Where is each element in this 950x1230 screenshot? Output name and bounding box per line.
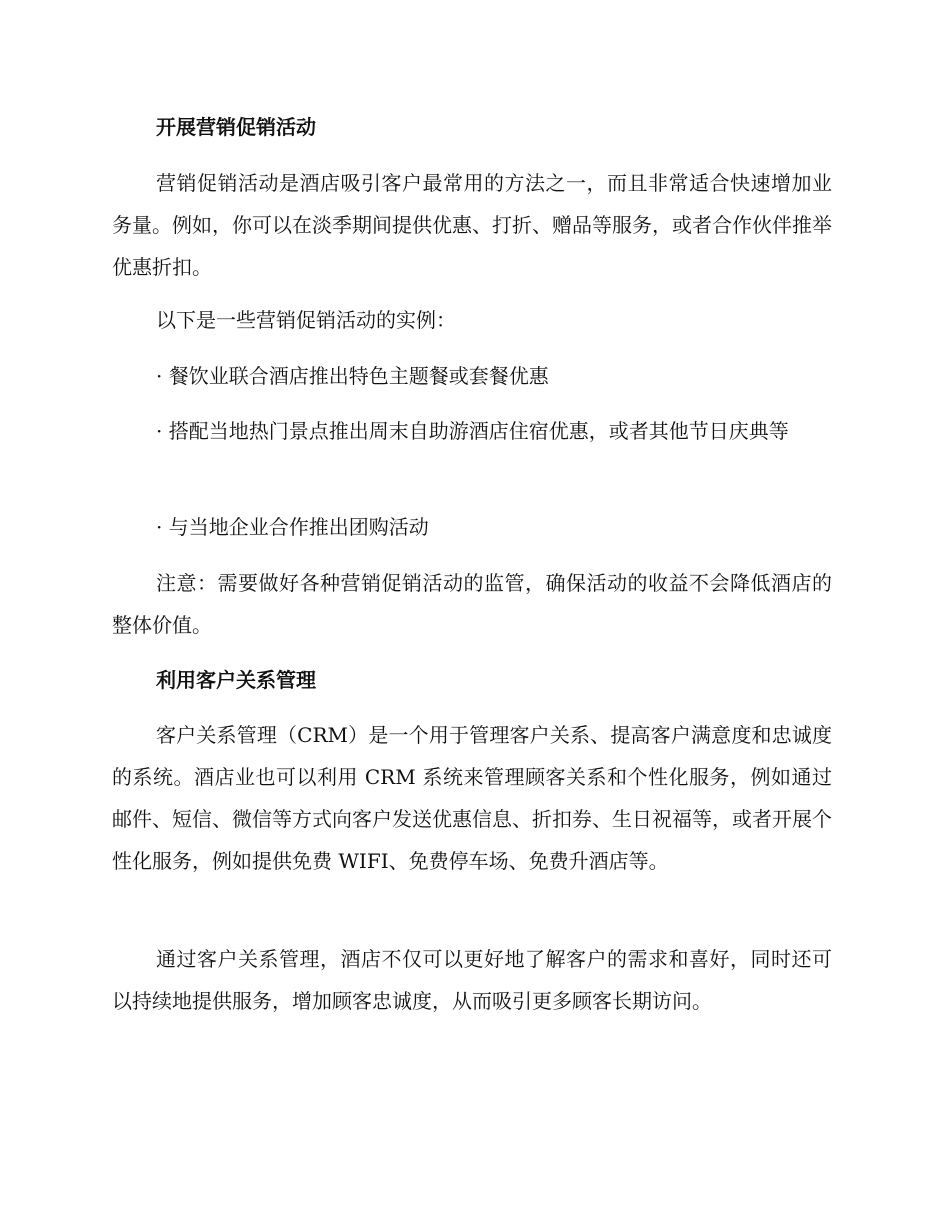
- list-item-group-buying: · 与当地企业合作推出团购活动: [156, 515, 429, 539]
- paragraph-examples-intro: 以下是一些营销促销活动的实例：: [156, 308, 456, 332]
- list-item-catering: · 餐饮业联合酒店推出特色主题餐或套餐优惠: [156, 364, 549, 388]
- paragraph-marketing-intro: 营销促销活动是酒店吸引客户最常用的方法之一，而且非常适合快速增加业务量。例如，你可以在淡季期间提供优惠、打折、赠品等服务，或者合作伙伴推举优惠折扣。: [112, 171, 832, 279]
- paragraph-note: 注意：需要做好各种营销促销活动的监管，确保活动的收益不会降低酒店的整体价值。: [112, 571, 832, 637]
- list-item-attractions: · 搭配当地热门景点推出周末自助游酒店住宿优惠，或者其他节日庆典等: [156, 419, 789, 443]
- paragraph-crm-benefits: 通过客户关系管理，酒店不仅可以更好地了解客户的需求和喜好，同时还可以持续地提供服务，增加顾客忠诚度，从而吸引更多顾客长期访问。: [112, 947, 832, 1013]
- section-heading-crm: 利用客户关系管理: [156, 668, 316, 692]
- section-heading-marketing: 开展营销促销活动: [156, 115, 316, 139]
- paragraph-crm-intro: 客户关系管理（CRM）是一个用于管理客户关系、提高客户满意度和忠诚度的系统。酒店业也可以利用 CRM 系统来管理顾客关系和个性化服务，例如通过邮件、短信、微信等方式向客户发送优惠信息、折扣券、生日祝福等，或者开展个性化服务，例如提供免费 WIFI、免费停车场、免费升酒店等。: [112, 723, 832, 873]
